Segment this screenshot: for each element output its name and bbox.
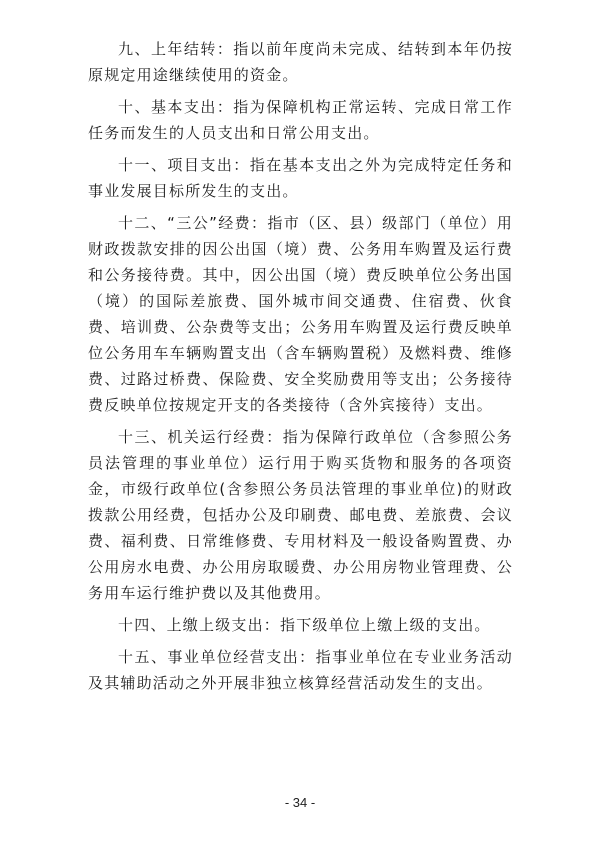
page-number: - 34 - (284, 795, 316, 810)
paragraph-three-public-funds: 十二、“三公”经费：指市（区、县）级部门（单位）用财政拨款安排的因公出国（境）费、公务用车购置及运行费和公务接待费。其中，因公出国（境）费反映单位公务出国（境）的国际差旅费、国外城市间交通费、住宿费、伙食费、培训费、公杂费等支出；公务用车购置及运行费反映单位公务用车车辆购置支出（含车辆购置税）及燃料费、维修费、过路过桥费、保险费、安全奖励费用等支出；公务接待费反映单位按规定开支的各类接待（含外宾接待）支出。 (88, 214, 513, 414)
paragraph-agency-operating-funds: 十三、机关运行经费：指为保障行政单位（含参照公务员法管理的事业单位）运行用于购买货物和服务的各项资金，市级行政单位(含参照公务员法管理的事业单位)的财政拨款公用经费，包括办公及印刷费、邮电费、差旅费、会议费、福利费、日常维修费、专用材料及一般设备购置费、办公用房水电费、办公用房取暖费、办公用房物业管理费、公务用车运行维护费以及其他费用。 (88, 428, 513, 602)
paragraph-basic-expenditure: 十、基本支出：指为保障机构正常运转、完成日常工作任务而发生的人员支出和日常公用支出。 (88, 98, 513, 142)
paragraph-project-expenditure: 十一、项目支出：指在基本支出之外为完成特定任务和事业发展目标所发生的支出。 (88, 156, 513, 200)
paragraph-carryover: 九、上年结转：指以前年度尚未完成、结转到本年仍按原规定用途继续使用的资金。 (88, 40, 513, 84)
document-body (88, 36, 513, 702)
paragraph-upper-level-remittance: 十四、上缴上级支出：指下级单位上缴上级的支出。 (118, 616, 491, 634)
paragraph-institution-operating-expenditure: 十五、事业单位经营支出：指事业单位在专业业务活动及其辅助活动之外开展非独立核算经营活动发生的支出。 (88, 648, 513, 692)
